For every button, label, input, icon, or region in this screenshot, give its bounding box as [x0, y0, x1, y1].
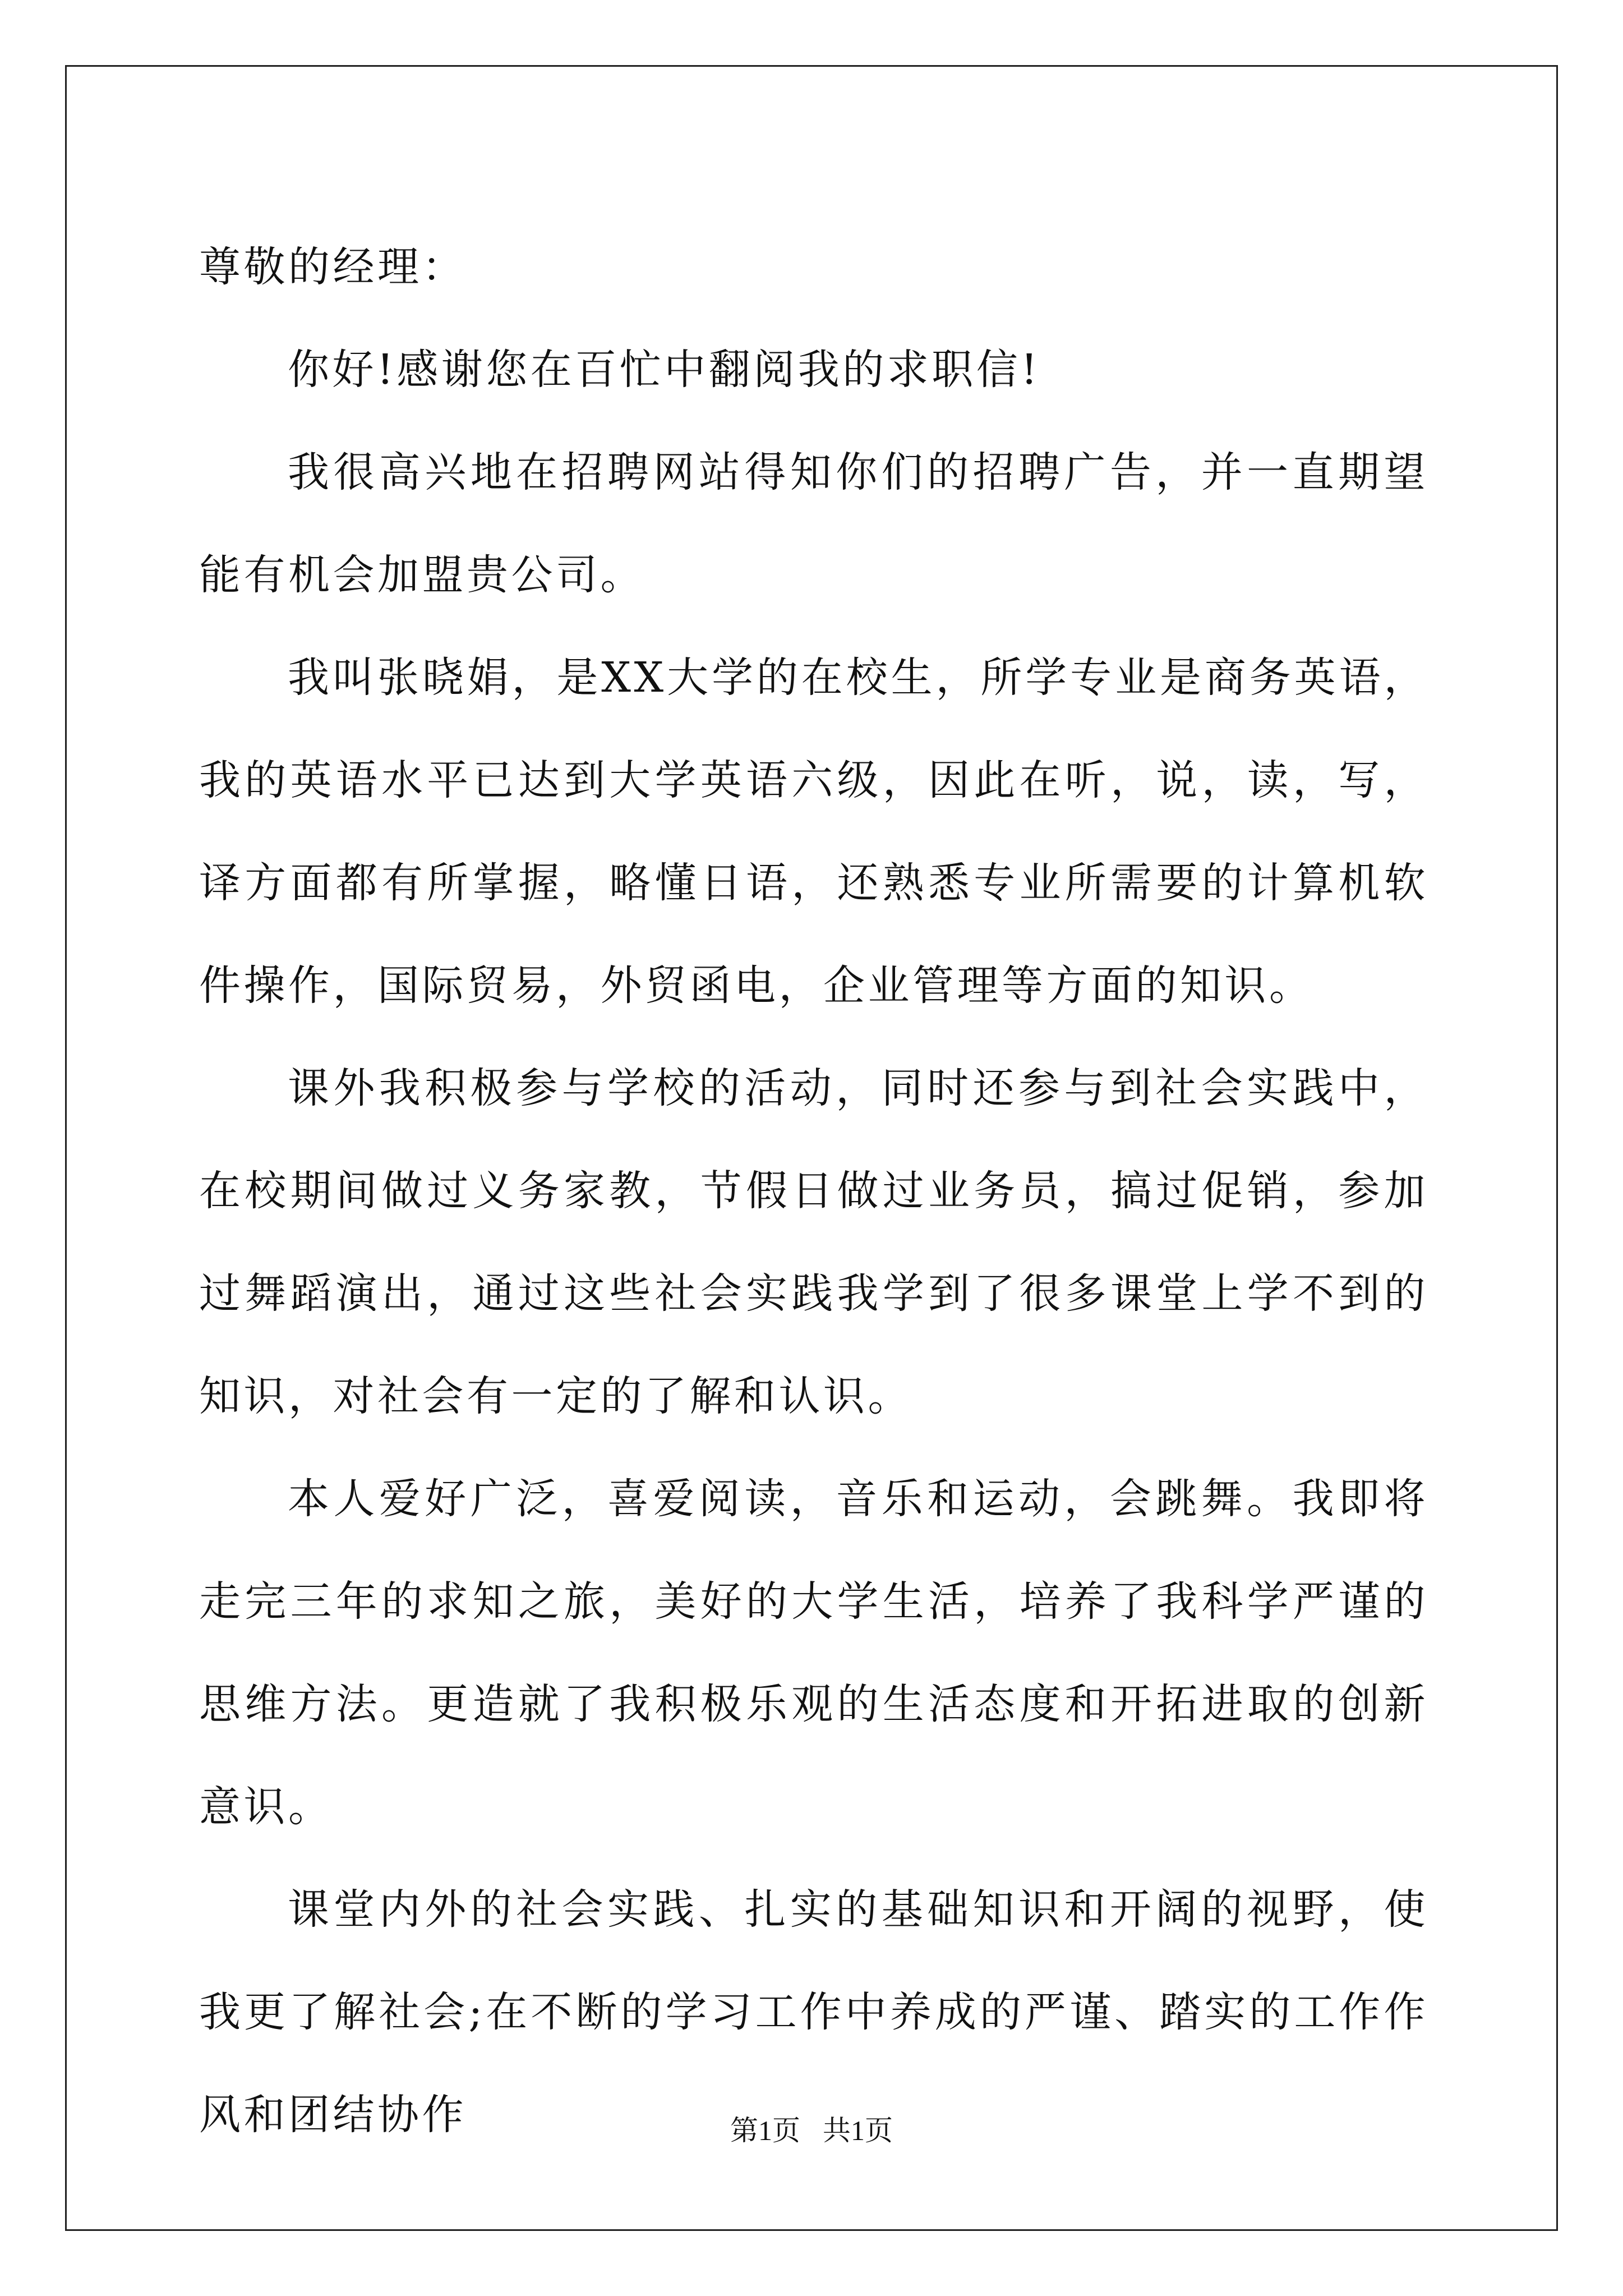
paragraph-activities: 课外我积极参与学校的活动，同时还参与到社会实践中，在校期间做过义务家教，节假日做过业务员，搞过促销，参加过舞蹈演出，通过这些社会实践我学到了很多课堂上学不到的知识，对社会有一定的了解和认识。 — [199, 1064, 1428, 1420]
paragraph-practice: 课堂内外的社会实践、扎实的基础知识和开阔的视野，使我更了解社会;在不断的学习工作中养成的严谨、踏实的工作作风和团结协作 — [199, 1885, 1428, 2139]
salutation: 尊敬的经理： — [199, 243, 467, 291]
paragraph-intro: 我很高兴地在招聘网站得知你们的招聘广告，并一直期望能有机会加盟贵公司。 — [199, 448, 1428, 599]
paragraph-background: 我叫张晓娟，是XX大学的在校生，所学专业是商务英语，我的英语水平已达到大学英语六级，因此在听，说，读，写，译方面都有所掌握，略懂日语，还熟悉专业所需要的计算机软件操作，国际贸易，外贸函电，企业管理等方面的知识。 — [199, 654, 1428, 1010]
page-total: 共1页 — [823, 2115, 893, 2146]
page-number: 第1页 — [730, 2115, 800, 2146]
letter-body — [199, 216, 1428, 2166]
paragraph-greeting: 你好!感谢您在百忙中翻阅我的求职信! — [288, 346, 1041, 394]
paragraph-hobbies: 本人爱好广泛，喜爱阅读，音乐和运动，会跳舞。我即将走完三年的求知之旅，美好的大学生活，培养了我科学严谨的思维方法。更造就了我积极乐观的生活态度和开拓进取的创新意识。 — [199, 1475, 1428, 1831]
page-footer — [0, 2114, 1623, 2147]
